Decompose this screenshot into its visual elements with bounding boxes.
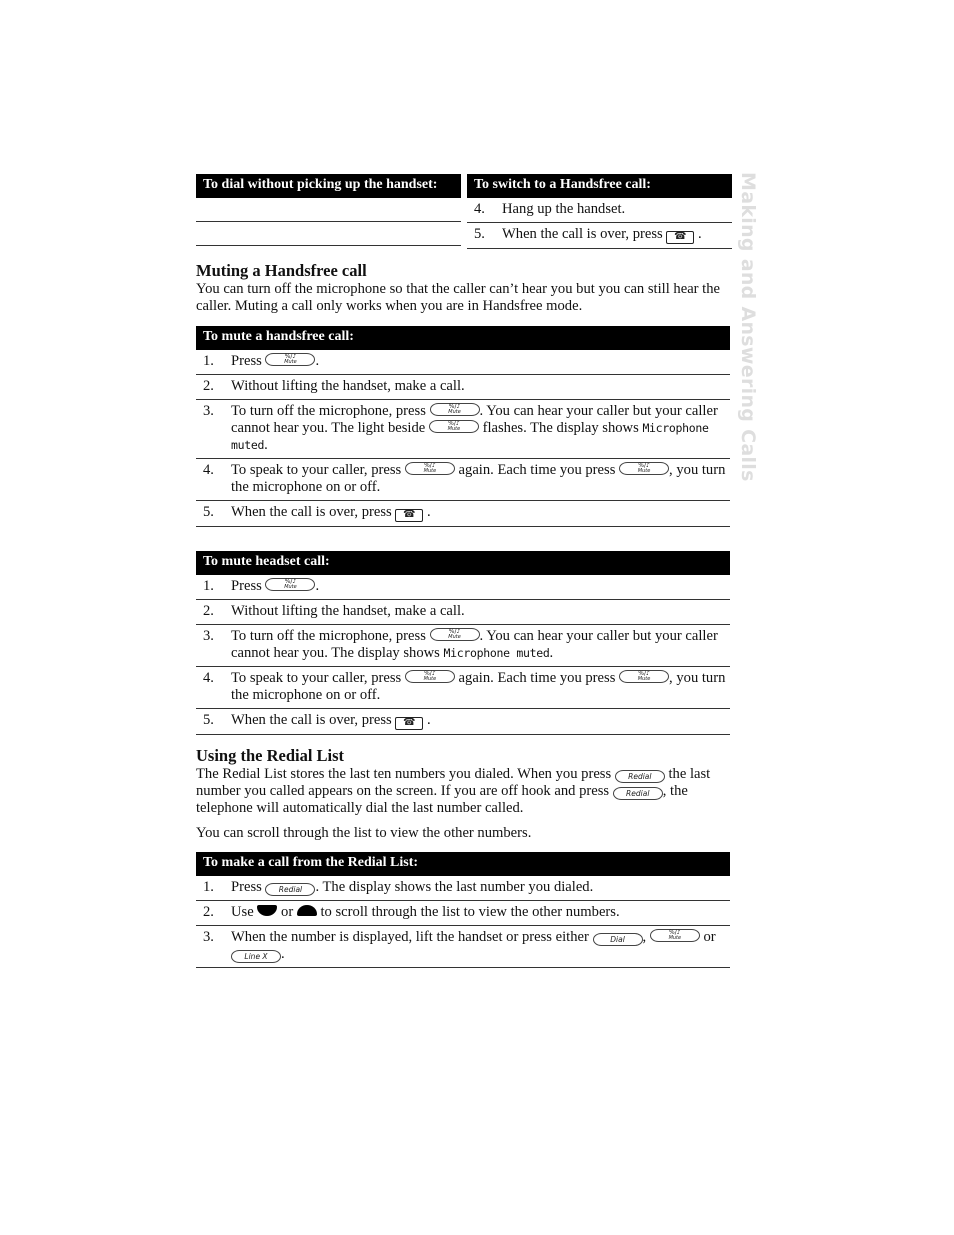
dial-table bbox=[196, 174, 461, 246]
muting-section bbox=[196, 261, 732, 527]
switch-table-header: To switch to a Handsfree call: bbox=[467, 174, 732, 198]
redial-section bbox=[196, 746, 732, 968]
table-row: 1. Press Redial . The display shows the last number you dialed. bbox=[196, 876, 730, 901]
mute-headset-table bbox=[196, 551, 730, 735]
mute-handsfree-table bbox=[196, 326, 730, 527]
line-key-icon: Line X bbox=[231, 950, 281, 963]
mute-key-icon bbox=[650, 929, 700, 942]
redial-scroll-note: You can scroll through the list to view the other numbers. bbox=[196, 825, 532, 841]
redial-key-icon: Redial bbox=[265, 883, 315, 896]
table-row: 4. To speak to your caller, press %/♪ Mute again. Each time you press %/♪ Mute , you turn the microphone on or off. bbox=[196, 459, 730, 501]
muting-intro: You can turn off the microphone so that the caller can’t hear you but you can still hear the caller. Muting a call only works when you are in Handsfree mode. bbox=[196, 281, 721, 314]
dial-table-header: To dial without picking up the handset: bbox=[196, 174, 461, 198]
display-text: Microphone muted bbox=[443, 646, 550, 660]
side-tab-label: Making and Answering Calls bbox=[737, 172, 759, 482]
table-row bbox=[196, 198, 461, 222]
table-row: 3. To turn off the microphone, press %/♪ Mute . You can hear your caller but your caller cannot hear you. The display shows Microphone muted. bbox=[196, 625, 730, 667]
redial-key-icon: Redial bbox=[613, 787, 663, 800]
table-header: To mute headset call: bbox=[196, 551, 730, 575]
side-tab bbox=[737, 172, 766, 482]
table-row: 3. To turn off the microphone, press %/♪ Mute . You can hear your caller but your caller cannot hear you. The light beside %/♪ Mute flashes. The display shows Microphone muted. bbox=[196, 400, 730, 459]
handset-key-icon: ☎ bbox=[395, 509, 423, 522]
switch-table bbox=[467, 174, 732, 249]
mute-key-icon bbox=[265, 578, 315, 591]
mute-key-icon bbox=[619, 670, 669, 683]
table-row bbox=[196, 222, 461, 246]
scroll-down-icon bbox=[257, 905, 277, 916]
scroll-up-icon bbox=[297, 905, 317, 916]
redial-key-icon: Redial bbox=[615, 770, 665, 783]
table-row: 2. Without lifting the handset, make a call. bbox=[196, 375, 730, 400]
table-row: 4. Hang up the handset. bbox=[467, 198, 732, 223]
mute-key-icon bbox=[429, 420, 479, 433]
mute-key-icon bbox=[430, 403, 480, 416]
table-row: 5. When the call is over, press ☎ . bbox=[196, 709, 730, 735]
table-row: 1. Press %/♪ Mute . bbox=[196, 350, 730, 375]
redial-table bbox=[196, 852, 730, 968]
mute-key-icon bbox=[405, 462, 455, 475]
table-row: 2. Without lifting the handset, make a call. bbox=[196, 600, 730, 625]
handset-key-icon: ☎ bbox=[395, 717, 423, 730]
table-header: To mute a handsfree call: bbox=[196, 326, 730, 350]
table-row: 1. Press %/♪ Mute . bbox=[196, 575, 730, 600]
table-row: 5. When the call is over, press ☎ . bbox=[467, 223, 732, 249]
mute-key-icon bbox=[430, 628, 480, 641]
mute-key-icon bbox=[405, 670, 455, 683]
redial-intro: The Redial List stores the last ten numbers you dialed. When you press Redial the last number you called appears on the screen. If you are off hook and press Redial , the telephone will automatically dial the last number called. bbox=[196, 766, 711, 816]
dial-key-icon: Dial bbox=[593, 933, 643, 946]
mute-key-icon bbox=[619, 462, 669, 475]
table-row: 5. When the call is over, press ☎ . bbox=[196, 501, 730, 527]
table-row: 2. Use or to scroll through the list to view the other numbers. bbox=[196, 901, 730, 926]
headset-section bbox=[196, 551, 732, 735]
handset-key-icon: ☎ bbox=[666, 231, 694, 244]
mute-key-icon bbox=[265, 353, 315, 366]
table-row: 4. To speak to your caller, press %/♪ Mute again. Each time you press %/♪ Mute , you turn the microphone on or off. bbox=[196, 667, 730, 709]
table-header: To make a call from the Redial List: bbox=[196, 852, 730, 876]
table-row: 3. When the number is displayed, lift the handset or press either Dial , %/♪ Mute or Line X . bbox=[196, 926, 730, 968]
display-text: Microphone muted bbox=[231, 421, 709, 452]
section-title: Using the Redial List bbox=[196, 746, 345, 765]
section-title: Muting a Handsfree call bbox=[196, 261, 367, 280]
